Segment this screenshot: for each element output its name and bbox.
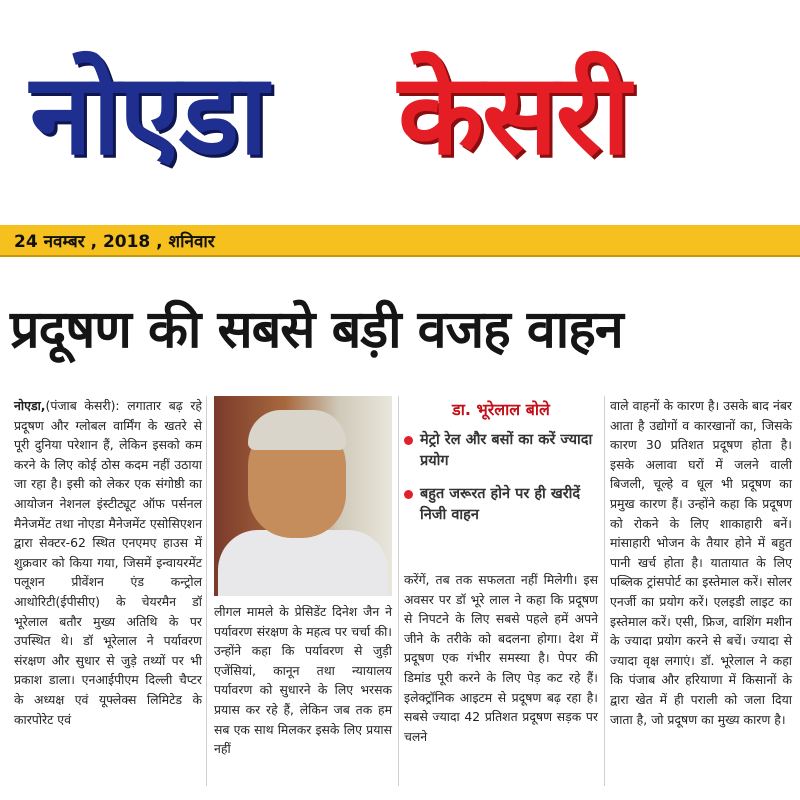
article-headline: प्रदूषण की सबसे बड़ी वजह वाहन — [10, 300, 623, 360]
column-divider — [604, 396, 605, 786]
article-text-2: लीगल मामले के प्रेसिडेंट दिनेश जैन ने पर्यावरण संरक्षण के महत्व पर चर्चा की। उन्होंने कहा कि पर्यावरण से जुड़ी एजेंसियां, कानून तथा न्यायालय पर्यावरण को सुधारने के लिए भरसक प्रयास कर रहे हैं, लेकिन जब तक हम सब एक साथ मिलकर इसके लिए प्रयास नहीं — [214, 604, 392, 757]
bullet-dot-icon — [404, 436, 413, 445]
bullet-dot-icon — [404, 490, 413, 499]
callout-item: मेट्रो रेल और बसों का करें ज्यादा प्रयोग — [404, 430, 598, 472]
callout-title: डा. भूरेलाल बोले — [452, 400, 550, 419]
column-divider — [398, 396, 399, 786]
article-column-2 — [214, 602, 392, 759]
quote-callout — [404, 398, 598, 570]
article-column-1 — [14, 396, 202, 729]
callout-item: बहुत जरूरत होने पर ही खरीदें निजी वाहन — [404, 484, 598, 526]
column-divider — [206, 396, 207, 786]
article-column-4 — [610, 396, 792, 729]
article-column-3 — [404, 570, 598, 746]
date-band — [0, 225, 800, 257]
masthead — [0, 0, 800, 225]
issue-date: 24 नवम्बर , 2018 , शनिवार — [14, 232, 215, 252]
masthead-word-kesari: केसरी — [398, 50, 629, 180]
masthead-word-noida: नोएडा — [30, 50, 267, 180]
article-text-1: (पंजाब केसरी): लगातार बढ़ रहे प्रदूषण और ग्लोबल वार्मिंग के खतरे से पूरी दुनिया परेशान हैं, लेकिन इसको कम करने के लिए कोई ठोस कदम नहीं उठाया जा रहा है। इसी को लेकर एक संगोष्ठी का आयोजन नेशनल इंस्टीट्यूट ऑफ पर्सनल मैनेजमेंट तथा नोएडा मैनेजमेंट एसोसिएशन द्वारा सेक्टर-62 स्थित एनएमए हाउस में शुक्रवार को किया गया, जिसमें इन्वायरमेंट पलूशन प्रीवेंशन एंड कन्ट्रोल आथोरिटी(ईपीसीए) के चेयरमैन डॉ भूरेलाल बतौर मुख्य अतिथि के पर उपस्थित थे। डॉ भूरेलाल ने पर्यावरण संरक्षण और सुधार से जुड़े तथ्यों पर भी प्रकाश डाला। एनआईपीएम दिल्ली चैप्टर के अध्यक्ष एवं यूफ्लेक्स लिमिटेड के कारपोरेट एवं — [14, 398, 202, 727]
speaker-photo — [214, 396, 392, 596]
article-dateline: नोएडा, — [14, 398, 46, 413]
article-text-3: करेंगें, तब तक सफलता नहीं मिलेगी। इस अवसर पर डॉ भूरे लाल ने कहा कि प्रदूषण से निपटने के लिए सबसे पहले हमें अपने जीने के तरीके को बदलना होगा। देश में प्रदूषण एक गंभीर समस्या है। पेपर की डिमांड पूरी करने के लिए पेड़ कट रहे हैं। इलेक्ट्रॉनिक आइटम से प्रदूषण बढ़ रहा है। सबसे ज्यादा 42 प्रतिशत प्रदूषण सड़क पर चलने — [404, 572, 598, 744]
article-text-4: वाले वाहनों के कारण है। उसके बाद नंबर आता है उद्योगों व कारखानों का, जिसके कारण 30 प्रतिशत प्रदूषण होता है। इसके अलावा घरों में जलने वाली बिजली, चूल्हे व धूल भी प्रदूषण का प्रमुख कारण हैं। उन्होंने कहा कि प्रदूषण को रोकने के लिए शाकाहारी बनें। मांसाहारी भोजन के तैयार होने में बहुत पानी खर्च होता है। यातायात के लिए पब्लिक ट्रांसपोर्ट का इस्तेमाल करें। सोलर एनर्जी का प्रयोग करें। एलइडी लाइट का इस्तेमाल करें। एसी, फ्रिज, वाशिंग मशीन के ज्यादा प्रयोग करने से बचें। ज्यादा से ज्यादा वृक्ष लगाएं। डॉ. भूरेलाल ने कहा कि पंजाब और हरियाणा में किसानों के द्वारा खेत में ही पराली को जला दिया जाता है, जो प्रदूषण का मुख्य कारण है। — [610, 398, 792, 727]
